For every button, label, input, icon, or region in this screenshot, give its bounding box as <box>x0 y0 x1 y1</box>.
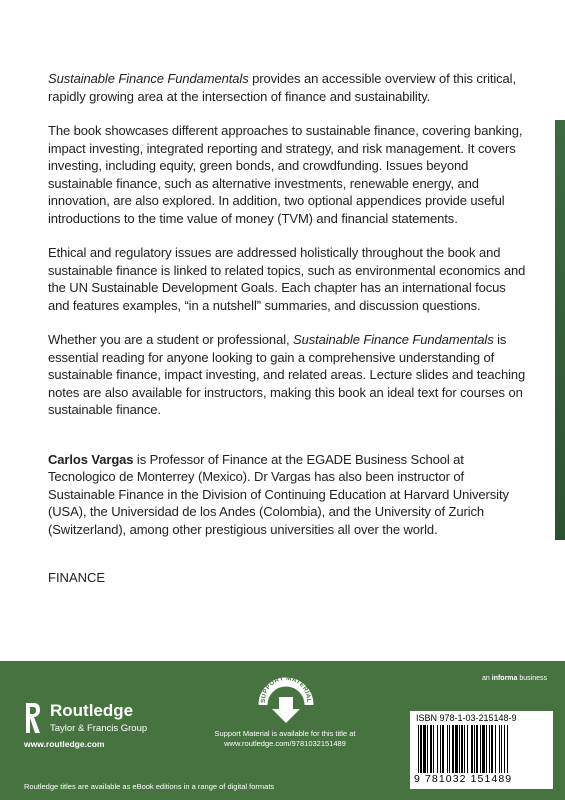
author-bio-text: is Professor of Finance at the EGADE Business School at Tecnologico de Monterrey (Mexico). Dr Vargas has also been instructor of Sustainable Finance in the Division of Continuing Education at Harvard University (USA), the Universidad de los Andes (Colombia), and the University of Zurich (Switzerland), among other prestigious universities all over the world. <box>48 451 509 537</box>
ebook-note: Routledge titles are available as eBook editions in a range of digital formats <box>24 782 275 791</box>
blurb-paragraph-1 <box>48 70 528 105</box>
support-material-note <box>180 729 390 749</box>
routledge-logo-icon <box>24 701 42 735</box>
barcode-digits: 9 781032 151489 <box>414 773 513 785</box>
blurb-paragraph-3: Ethical and regulatory issues are addressed holistically throughout the book and sustainable finance is linked to related topics, such as environmental economics and the UN Sustainable Development Goals. Each chapter has an international focus and features examples, “in a nutshell” summaries, and discussion questions. <box>48 245 526 313</box>
publisher-url[interactable]: www.routledge.com <box>24 739 105 749</box>
support-line-2[interactable]: www.routledge.com/9781032151489 <box>224 739 346 748</box>
blurb-paragraph-2: The book showcases different approaches to sustainable finance, covering banking, impact investing, integrated reporting and strategy, and risk management. It covers investing, including equity, green bonds, and crowdfunding. Issues beyond sustainable finance, such as alternative investments, renewable energy, and innovation, are also explored. In addition, two optional appendices provide useful introductions to the time value of money (TVM) and financial statements. <box>48 123 523 226</box>
book-title-italic: Sustainable Finance Fundamentals <box>48 71 249 86</box>
informa-business-tag <box>482 675 547 682</box>
publisher-footer <box>0 661 565 800</box>
barcode-icon <box>416 725 547 773</box>
spine-edge <box>555 120 565 540</box>
support-material-icon <box>255 675 317 725</box>
author-name: Carlos Vargas <box>48 451 134 467</box>
publisher-group: Taylor & Francis Group <box>50 723 148 734</box>
author-bio <box>48 451 528 539</box>
informa-prefix: an <box>482 675 492 682</box>
support-badge-text: SUPPORT MATERIAL <box>259 675 313 704</box>
blurb-p1-text: provides an accessible overview of this critical, rapidly growing area at the intersection of finance and sustainability. <box>48 71 516 104</box>
book-title-italic: Sustainable Finance Fundamentals <box>293 332 494 347</box>
subject-category: FINANCE <box>48 570 106 585</box>
barcode-panel <box>410 711 553 789</box>
isbn-label: ISBN 978-1-03-215148-9 <box>416 713 517 723</box>
back-cover-text <box>48 70 528 555</box>
informa-brand: informa <box>491 675 518 682</box>
blurb-p4-pre: Whether you are a student or professional, <box>48 332 294 347</box>
blurb-p4-post: is essential reading for anyone looking to gain a comprehensive understanding of sustainable finance, impact investing, and related areas. Lecture slides and teaching notes are also available for instructors, making this book an ideal text for courses on sustainable finance. <box>48 332 526 417</box>
blurb-paragraph-4 <box>48 331 528 419</box>
publisher-name: Routledge <box>50 701 134 720</box>
informa-suffix: business <box>517 675 547 682</box>
support-line-1: Support Material is available for this title at <box>214 729 356 738</box>
